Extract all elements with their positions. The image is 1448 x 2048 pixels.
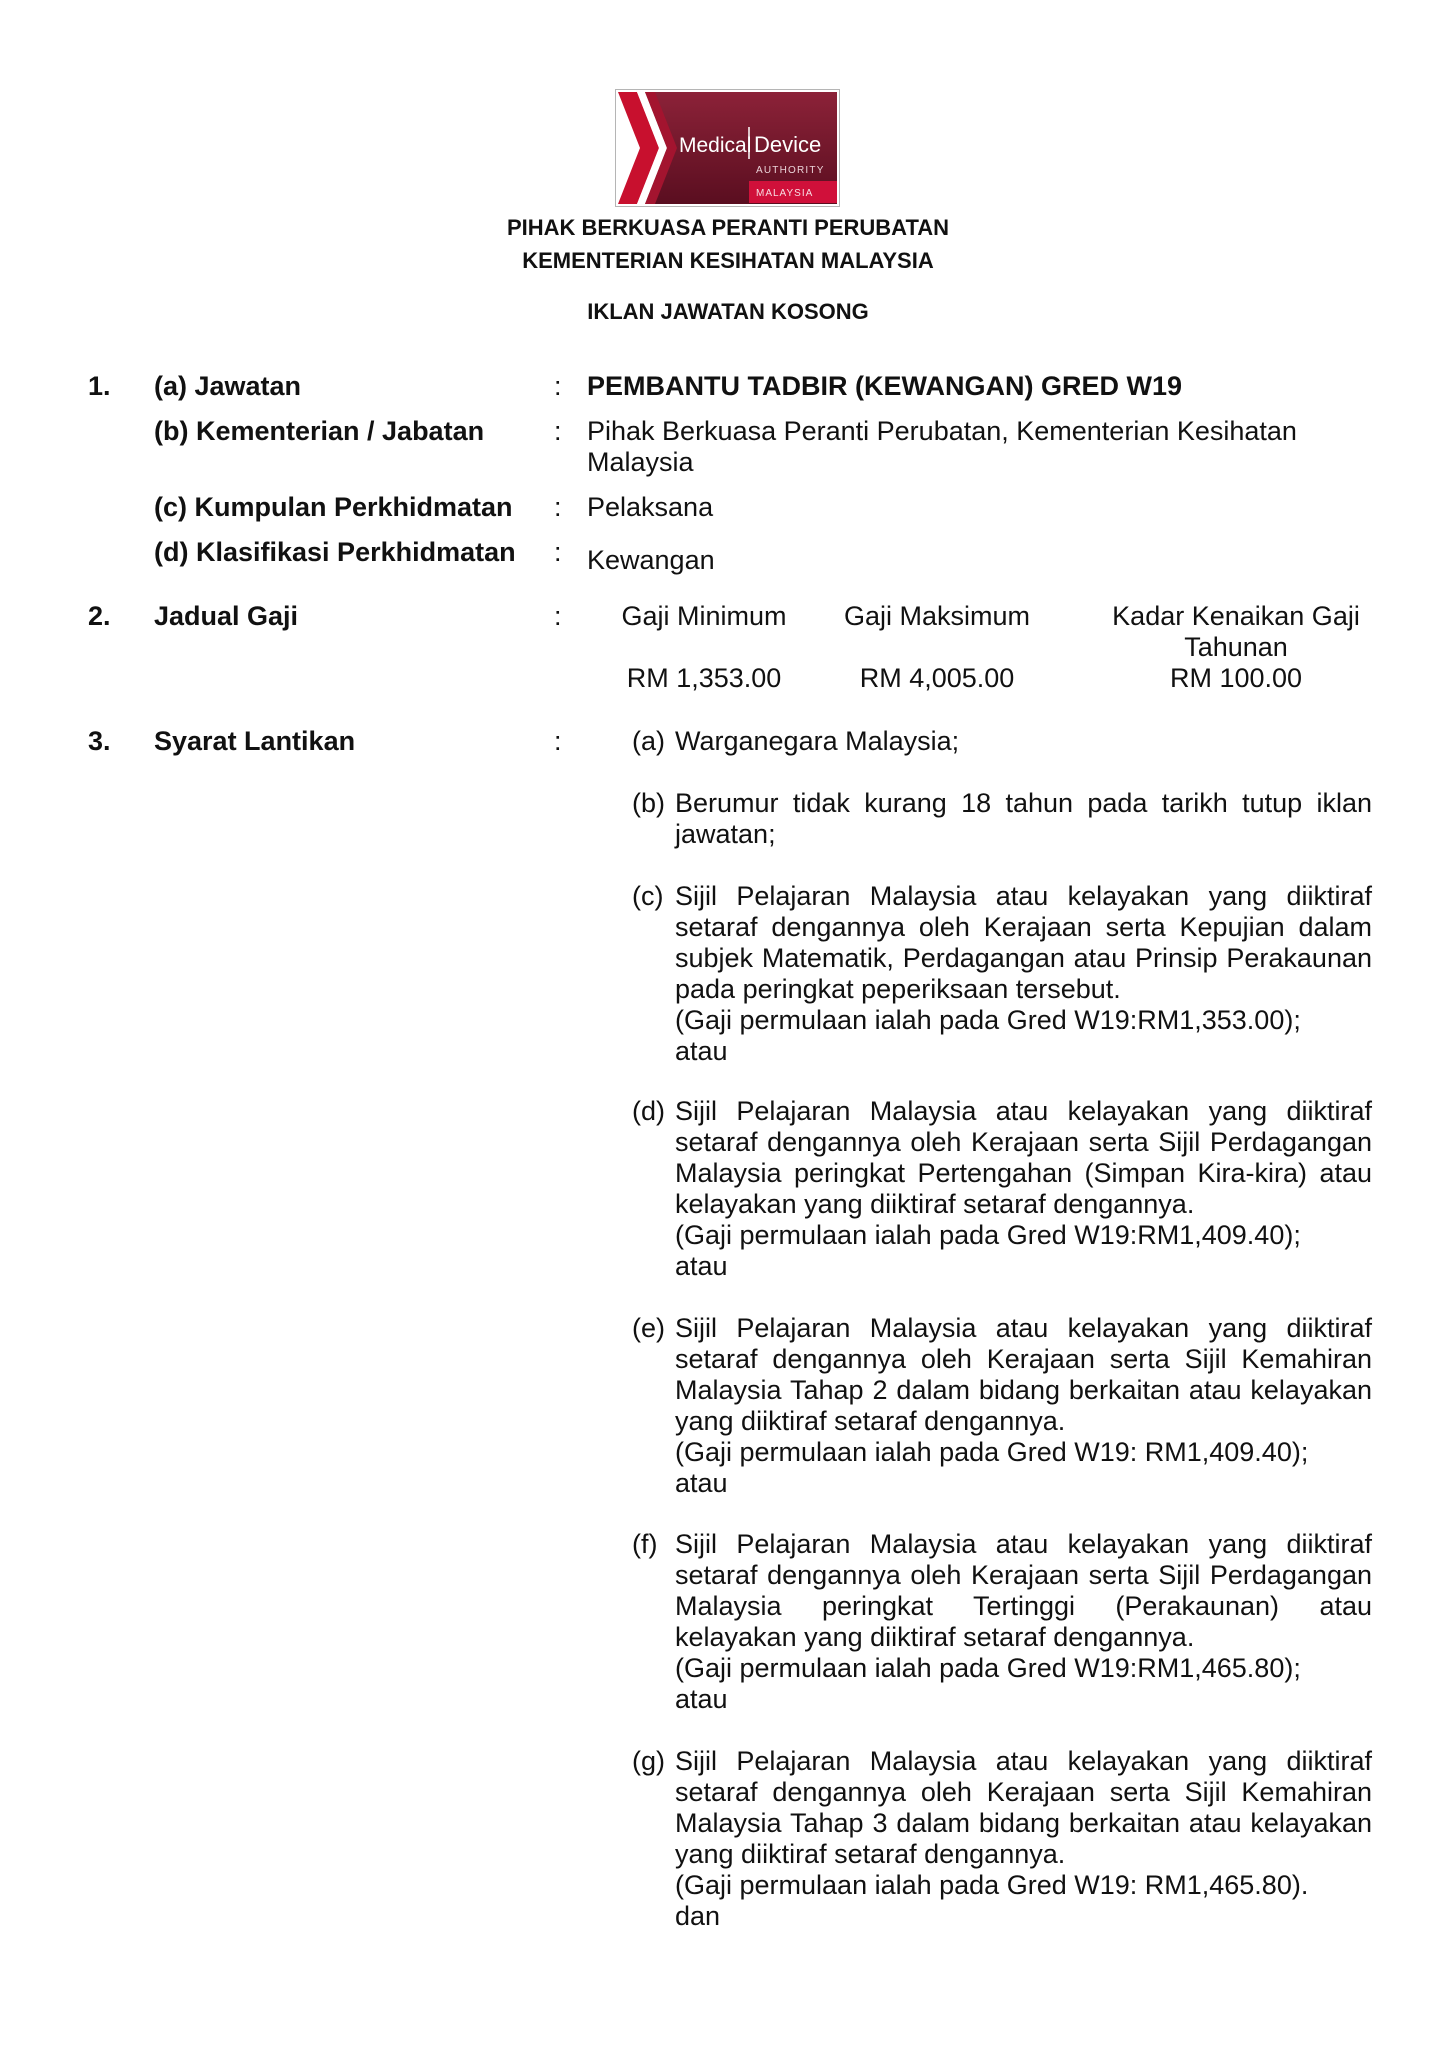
section-1-number: 1. <box>88 371 111 401</box>
requirement-text <box>675 788 1372 850</box>
job-title-separator: : <box>554 371 562 401</box>
requirement-line: pada peringkat peperiksaan tersebut. <box>675 974 1121 1004</box>
requirement-item-a <box>632 726 1372 757</box>
ministry-value: Pihak Berkuasa Peranti Perubatan, Kementerian Kesihatan Malaysia <box>587 416 1297 477</box>
ministry-name: KEMENTERIAN KESIHATAN MALAYSIA <box>522 248 934 273</box>
salary-increment-header: Kadar Kenaikan Gaji Tahunan <box>1112 601 1360 662</box>
requirement-line: yang diiktiraf setaraf dengannya. <box>675 1406 1066 1436</box>
requirement-marker: (c) <box>632 881 664 911</box>
requirement-text <box>675 1746 1372 1932</box>
salary-schedule-separator: : <box>554 601 562 631</box>
requirement-connector: atau <box>675 1468 728 1498</box>
service-class-value: Kewangan <box>587 545 715 575</box>
requirement-line: Sijil Pelajaran Malaysia atau kelayakan yang diiktiraf <box>675 1313 1372 1343</box>
requirement-line: Malaysia Tahap 3 dalam bidang berkaitan atau kelayakan <box>675 1808 1372 1838</box>
starting-salary-note: (Gaji permulaan ialah pada Gred W19: RM1,409.40); <box>675 1437 1309 1467</box>
starting-salary-note: (Gaji permulaan ialah pada Gred W19:RM1,465.80); <box>675 1653 1301 1683</box>
service-group-value: Pelaksana <box>587 492 714 522</box>
requirement-marker: (d) <box>632 1096 665 1126</box>
requirement-line: setaraf dengannya oleh Kerajaan serta Sijil Kemahiran <box>675 1344 1372 1374</box>
requirement-text <box>675 1096 1372 1282</box>
service-group-label: (c) Kumpulan Perkhidmatan <box>154 492 513 522</box>
requirement-text <box>675 1529 1372 1715</box>
job-title-label: (a) Jawatan <box>154 371 302 401</box>
requirement-line: yang diiktiraf setaraf dengannya. <box>675 1839 1066 1869</box>
requirement-connector: atau <box>675 1684 728 1714</box>
logo-word-authority: AUTHORITY <box>756 165 825 176</box>
job-title-value: PEMBANTU TADBIR (KEWANGAN) GRED W19 <box>587 371 1182 401</box>
requirement-marker: (b) <box>632 788 665 818</box>
requirement-text <box>675 726 1372 757</box>
starting-salary-note: (Gaji permulaan ialah pada Gred W19:RM1,353.00); <box>675 1005 1301 1035</box>
requirement-marker: (g) <box>632 1746 665 1776</box>
ministry-label: (b) Kementerian / Jabatan <box>154 416 485 446</box>
requirement-line: setaraf dengannya oleh Kerajaan serta Sijil Perdagangan <box>675 1560 1372 1590</box>
requirement-item-f <box>632 1529 1372 1715</box>
requirement-marker: (e) <box>632 1313 665 1343</box>
requirement-line: Malaysia Tahap 2 dalam bidang berkaitan atau kelayakan <box>675 1375 1372 1405</box>
section-2-number: 2. <box>88 601 111 631</box>
notice-title: IKLAN JAWATAN KOSONG <box>587 299 869 324</box>
salary-min-value: RM 1,353.00 <box>626 663 782 693</box>
requirement-line: Warganegara Malaysia; <box>675 726 960 756</box>
requirement-text <box>675 881 1372 1067</box>
requirement-line: Malaysia peringkat Pertengahan (Simpan Kira-kira) atau <box>675 1158 1372 1188</box>
ministry-separator: : <box>554 416 562 446</box>
requirement-item-c <box>632 881 1372 1067</box>
logo-word-medical: Medical <box>679 134 752 157</box>
service-group-separator: : <box>554 492 562 522</box>
requirement-line: Sijil Pelajaran Malaysia atau kelayakan yang diiktiraf <box>675 881 1372 911</box>
requirement-connector: atau <box>675 1251 728 1281</box>
requirement-line: setaraf dengannya oleh Kerajaan serta Sijil Perdagangan <box>675 1127 1372 1157</box>
starting-salary-note: (Gaji permulaan ialah pada Gred W19:RM1,409.40); <box>675 1220 1301 1250</box>
requirement-marker: (f) <box>632 1529 658 1559</box>
requirement-text <box>675 1313 1372 1499</box>
requirement-line: setaraf dengannya oleh Kerajaan serta Sijil Kemahiran <box>675 1777 1372 1807</box>
requirement-line: kelayakan yang diiktiraf setaraf dengannya. <box>675 1189 1195 1219</box>
authority-name: PIHAK BERKUASA PERANTI PERUBATAN <box>506 215 950 240</box>
requirement-line: Berumur tidak kurang 18 tahun pada tarikh tutup iklan <box>675 788 1372 818</box>
logo-word-device: Device <box>754 132 822 157</box>
requirement-item-b <box>632 788 1372 850</box>
section-3-number: 3. <box>88 726 111 756</box>
requirement-line: jawatan; <box>675 819 776 849</box>
requirement-line: Malaysia peringkat Tertinggi (Perakaunan) atau <box>675 1591 1372 1621</box>
logo-word-malaysia: MALAYSIA <box>756 188 814 199</box>
requirement-connector: dan <box>675 1901 721 1931</box>
salary-increment-value: RM 100.00 <box>1169 663 1303 693</box>
requirement-item-e <box>632 1313 1372 1499</box>
requirement-item-d <box>632 1096 1372 1282</box>
requirement-connector: atau <box>675 1036 728 1066</box>
requirement-line: subjek Matematik, Perdagangan atau Prinsip Perakaunan <box>675 943 1372 973</box>
requirement-line: Sijil Pelajaran Malaysia atau kelayakan yang diiktiraf <box>675 1529 1372 1559</box>
requirements-separator: : <box>554 726 562 756</box>
salary-max-value: RM 4,005.00 <box>859 663 1015 693</box>
requirements-label: Syarat Lantikan <box>154 726 356 756</box>
requirement-line: kelayakan yang diiktiraf setaraf dengannya. <box>675 1622 1195 1652</box>
salary-schedule-label: Jadual Gaji <box>154 601 299 631</box>
service-class-label: (d) Klasifikasi Perkhidmatan <box>154 537 516 567</box>
requirement-line: setaraf dengannya oleh Kerajaan serta Kepujian dalam <box>675 912 1372 942</box>
requirement-line: Sijil Pelajaran Malaysia atau kelayakan yang diiktiraf <box>675 1746 1372 1776</box>
salary-min-header: Gaji Minimum <box>621 601 787 631</box>
starting-salary-note: (Gaji permulaan ialah pada Gred W19: RM1,465.80). <box>675 1870 1309 1900</box>
mda-logo <box>615 89 840 207</box>
service-class-separator: : <box>554 537 562 567</box>
requirement-line: Sijil Pelajaran Malaysia atau kelayakan yang diiktiraf <box>675 1096 1372 1126</box>
salary-max-header: Gaji Maksimum <box>843 601 1031 631</box>
requirement-marker: (a) <box>632 726 665 756</box>
requirement-item-g <box>632 1746 1372 1932</box>
